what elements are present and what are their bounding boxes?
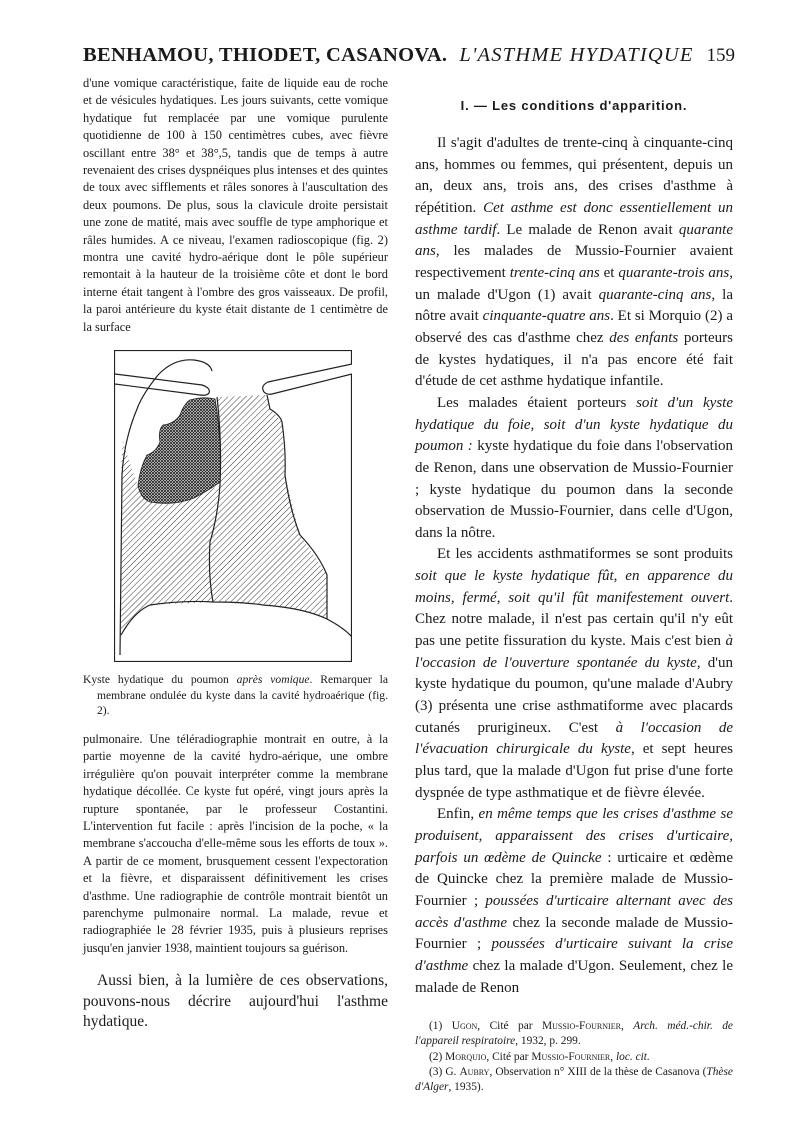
text-run: (1) xyxy=(429,1020,452,1033)
text-run: , 1932, p. 299. xyxy=(515,1035,581,1048)
text-run: Et les accidents asthmatiformes se sont produits xyxy=(437,546,733,563)
italic-text-run: Thèse d'Alger xyxy=(415,1065,733,1094)
text-run: Les malades étaient porteurs xyxy=(437,394,637,411)
italic-text-run: soit d'un kyste hydatique du foie, soit d'un kyste hydatique du poumon : xyxy=(415,394,734,455)
italic-text-run: poussées d'urticaire suivant la crise d'asthme xyxy=(415,936,733,974)
page-number: 159 xyxy=(706,45,735,66)
text-run: porteurs de kystes hydatiques, il n'a pas encore été fait d'étude de cet asthme hydatique infantile. xyxy=(415,329,734,390)
text-run: , Cité par xyxy=(486,1050,532,1063)
paragraph xyxy=(415,804,733,999)
small-caps-name: Aubry xyxy=(459,1065,490,1078)
italic-text-run: en même temps que les crises d'asthme se produisent, apparaissent des crises d'urticaire, parfois un œdème de Quincke xyxy=(415,806,733,866)
text-run: . Et si Morquio (2) a observé des cas d'asthme chez xyxy=(415,308,734,346)
paragraph xyxy=(415,544,733,804)
left-clavicle xyxy=(115,374,209,395)
figure-radiograph-drawing xyxy=(114,350,352,662)
footnote xyxy=(415,1050,733,1065)
text-run: , xyxy=(620,1020,634,1033)
text-run: et xyxy=(599,264,619,281)
italic-text-run: après vomique xyxy=(236,673,310,687)
running-header xyxy=(83,44,735,67)
italic-text-run: loc. cit. xyxy=(615,1050,650,1063)
closing-paragraph xyxy=(83,971,388,1032)
small-caps-name: Mussio-Fournier xyxy=(531,1050,611,1063)
text-run: . Le malade de Renon avait xyxy=(496,221,679,238)
text-run: (3) G. xyxy=(429,1065,460,1078)
header-authors: BENHAMOU, THIODET, CASANOVA. xyxy=(83,44,448,66)
figure-caption xyxy=(83,672,388,719)
hatched-mediastinum xyxy=(210,395,327,619)
text-run: , xyxy=(610,1050,616,1063)
text-run: Enfin, xyxy=(437,806,479,823)
text-run: Il s'agit d'adultes de trente-cinq à cinquante-cinq ans, hommes ou femmes, qui présentent, depuis un an, deux ans, trois ans, des crises d'asthme à répétition. xyxy=(415,135,733,216)
italic-text-run: à l'occasion de l'ouverture spontanée du kyste xyxy=(415,633,733,671)
text-run: , un malade d'Ugon (1) avait xyxy=(415,264,734,303)
text-run: chez la seconde malade de Mussio-Fournier ; xyxy=(415,914,734,953)
italic-text-run: trente-cinq ans xyxy=(509,264,600,281)
text-run: . Chez notre malade, il n'est pas certain qu'il n'y eût pas une petite fissuration du kyste. Mais c'est bien xyxy=(415,589,733,650)
right-column xyxy=(415,75,733,1095)
italic-text-run: des enfants xyxy=(609,329,679,346)
text-run: , d'un kyste hydatique du poumon, qu'une malade d'Aubry (3) présenta une crise asthmatiforme avec placards cutanés prurigineux. C'est xyxy=(415,654,733,736)
two-column-body xyxy=(83,75,735,1095)
paragraph xyxy=(415,393,733,545)
italic-text-run: Arch. méd.-chir. de l'appareil respiratoire xyxy=(415,1020,733,1048)
text-run: chez la malade d'Ugon. Seulement, chez le malade de Renon xyxy=(415,957,733,996)
text-run: , la nôtre avait xyxy=(415,286,733,325)
text-run: , Observation n° XIII de la thèse de Casanova ( xyxy=(489,1065,707,1078)
text-run: , les malades de Mussio-Fournier avaient respectivement xyxy=(415,243,733,281)
italic-text-run: quarante-trois ans xyxy=(618,264,730,281)
footnote xyxy=(415,1065,733,1095)
section-heading: I. — Les conditions d'apparition. xyxy=(460,98,688,113)
header-running-title: L'ASTHME HYDATIQUE xyxy=(459,44,694,66)
italic-text-run: à l'occasion de l'évacuation chirurgicale du kyste xyxy=(415,719,733,758)
text-run: . Remarquer la membrane ondulée du kyste dans la cavité hydroaérique (fig. 2). xyxy=(97,673,388,718)
left-column xyxy=(83,75,388,1032)
footnote xyxy=(415,1019,733,1049)
text-run: (2) xyxy=(429,1050,446,1063)
footnotes xyxy=(415,1019,733,1095)
italic-text-run: cinquante-quatre ans xyxy=(482,308,611,325)
text-run: , et sept heures plus tard, que la malade d'Ugon fut prise d'une forte dyspnée de type asthmatique et de fièvre élevée. xyxy=(415,741,733,801)
small-caps-name: Morquio xyxy=(445,1050,487,1063)
text-run: Kyste hydatique du poumon xyxy=(83,673,237,687)
text-run: d'une vomique caractéristique, faite de liquide eau de roche et de vésicules hydatiques. Les jours suivants, cette vomique hydatique fut remplacée par une vomique purulente quotidienne de 100 à 150 centimètres cubes, avec fièvre oscillant entre 38° et 38°,5, tandis que de temps à autre revenaient des crises dyspnéiques plus intenses et des quintes de toux avec sifflements et râles sonores à l'auscultation des deux poumons. De plus, sous la clavicule droite persistait une zone de matité, mais avec souffle de type amphorique et râles humides. A ce niveau, l'examen radioscopique (fig. 2) montra une cavité hydro-aérique dont le pôle supérieur remontait à la hauteur de la troisième côte et dont le bord interne était tangent à l'ombre des gros vaisseaux. De profil, la paroi antérieure du kyste était distante de 1 centimètre de la surface xyxy=(83,76,388,334)
paragraph xyxy=(415,133,733,393)
small-caps-name: Mussio-Fournier xyxy=(542,1020,621,1033)
paragraph xyxy=(83,75,388,336)
text-run: Aussi bien, à la lumière de ces observations, pouvons-nous décrire aujourd'hui l'asthme hydatique. xyxy=(83,972,388,1030)
text-run: kyste hydatique du foie dans l'observation de Renon, dans une observation de Mussio-Fournier ; kyste hydatique du poumon dans la seconde observation de Mussio-Fournier, dans celle d'Ugon, dans la nôtre. xyxy=(415,438,734,541)
italic-text-run: quarante ans xyxy=(415,221,733,260)
paragraph xyxy=(83,731,388,957)
small-caps-name: Ugon xyxy=(451,1020,478,1033)
italic-text-run: Cet asthme est donc essentiellement un asthme tardif xyxy=(415,199,733,238)
apex-curve xyxy=(158,360,212,375)
italic-text-run: poussées d'urticaire alternant avec des accès d'asthme xyxy=(415,892,733,931)
italic-text-run: quarante-cinq ans xyxy=(598,286,712,303)
italic-text-run: soit que le kyste hydatique fût, en apparence du moins, fermé, soit qu'il fût manifestement ouvert xyxy=(415,568,733,606)
hydatid-cyst xyxy=(138,398,220,504)
right-clavicle xyxy=(263,364,352,394)
text-run: pulmonaire. Une téléradiographie montrait en outre, à la partie moyenne de la cavité hydro-aérique, une ombre irrégulière qu'on pouvait interpréter comme la membrane hydatique décollée. Ce kyste fut opéré, vingt jours après la rupture spontanée, par le professeur Costantini. L'intervention fut facile : après l'incision de la poche, « la membrane s'accoucha d'elle-même sous les efforts de toux ». A partir de ce moment, brusquement cessent l'expectoration et la fièvre, et disparaissent définitivement les crises d'asthme. Une radiographie de contrôle montrait bientôt un parenchyme pulmonaire normal. La malade, revue et radiographiée le 28 février 1935, puis à plusieurs reprises jusqu'en janvier 1938, maintient toujours sa guérison. xyxy=(83,731,388,955)
text-run: , 1935). xyxy=(448,1081,484,1094)
text-run: : urticaire et œdème de Quincke chez la première malade de Mussio-Fournier ; xyxy=(415,849,734,909)
text-run: , Cité par xyxy=(477,1020,542,1033)
